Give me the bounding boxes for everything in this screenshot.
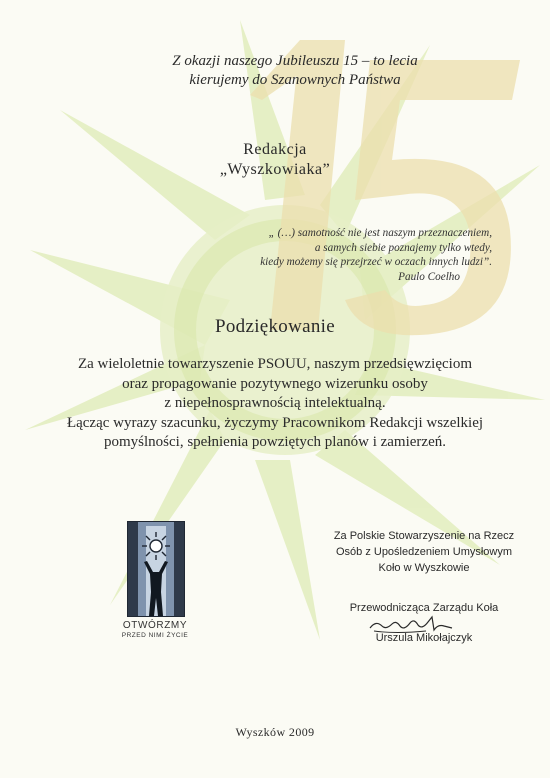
body-line: Za wieloletnie towarzyszenie PSOUU, naszym przedsięwzięciom bbox=[77, 356, 473, 372]
organization-line: Osób z Upośledzeniem Umysłowym bbox=[335, 546, 513, 558]
quote-line: „ (…) samotność nie jest naszym przeznaczeniem, bbox=[268, 227, 492, 239]
signatory-name: Urszula Mikołajczyk bbox=[375, 632, 473, 644]
body-line: Łącząc wyrazy szacunku, życzymy Pracownikom Redakcji wszelkiej bbox=[66, 414, 484, 431]
organization-block bbox=[300, 528, 548, 576]
intro-line: kierujemy do Szanownych Państwa bbox=[189, 72, 401, 88]
recipient bbox=[0, 140, 550, 180]
sun-icon bbox=[142, 532, 170, 560]
body-line: z niepełnosprawnością intelektualną. bbox=[164, 395, 386, 411]
quote-block bbox=[192, 226, 492, 284]
signatory-title: Przewodnicząca Zarządu Koła bbox=[349, 602, 499, 614]
page-title: Podziękowanie bbox=[215, 316, 335, 337]
organization-line: Koło w Wyszkowie bbox=[378, 562, 470, 574]
quote-line: kiedy możemy się przejrzeć w oczach innych ludzi”. bbox=[260, 256, 492, 268]
logo-subcaption: PRZED NIMI ŻYCIE bbox=[121, 632, 189, 639]
quote-author: Paulo Coelho bbox=[398, 270, 460, 283]
intro-text bbox=[0, 52, 550, 90]
organization-logo bbox=[127, 521, 185, 617]
body-line: pomyślności, spełnienia powziętych planów i zamierzeń. bbox=[104, 434, 446, 450]
handwritten-signature bbox=[366, 614, 456, 636]
logo-caption: OTWÓRZMY bbox=[122, 620, 188, 631]
body-line: oraz propagowanie pozytywnego wizerunku osoby bbox=[122, 375, 428, 392]
recipient-line: „Wyszkowiaka” bbox=[219, 161, 331, 178]
organization-line: Za Polskie Stowarzyszenie na Rzecz bbox=[333, 530, 515, 542]
place-date: Wyszków 2009 bbox=[235, 725, 315, 739]
intro-line: Z okazji naszego Jubileuszu 15 – to lecia bbox=[172, 53, 418, 69]
body-text bbox=[0, 355, 550, 453]
quote-line: a samych siebie poznajemy tylko wtedy, bbox=[314, 241, 492, 254]
recipient-line: Redakcja bbox=[243, 141, 307, 158]
